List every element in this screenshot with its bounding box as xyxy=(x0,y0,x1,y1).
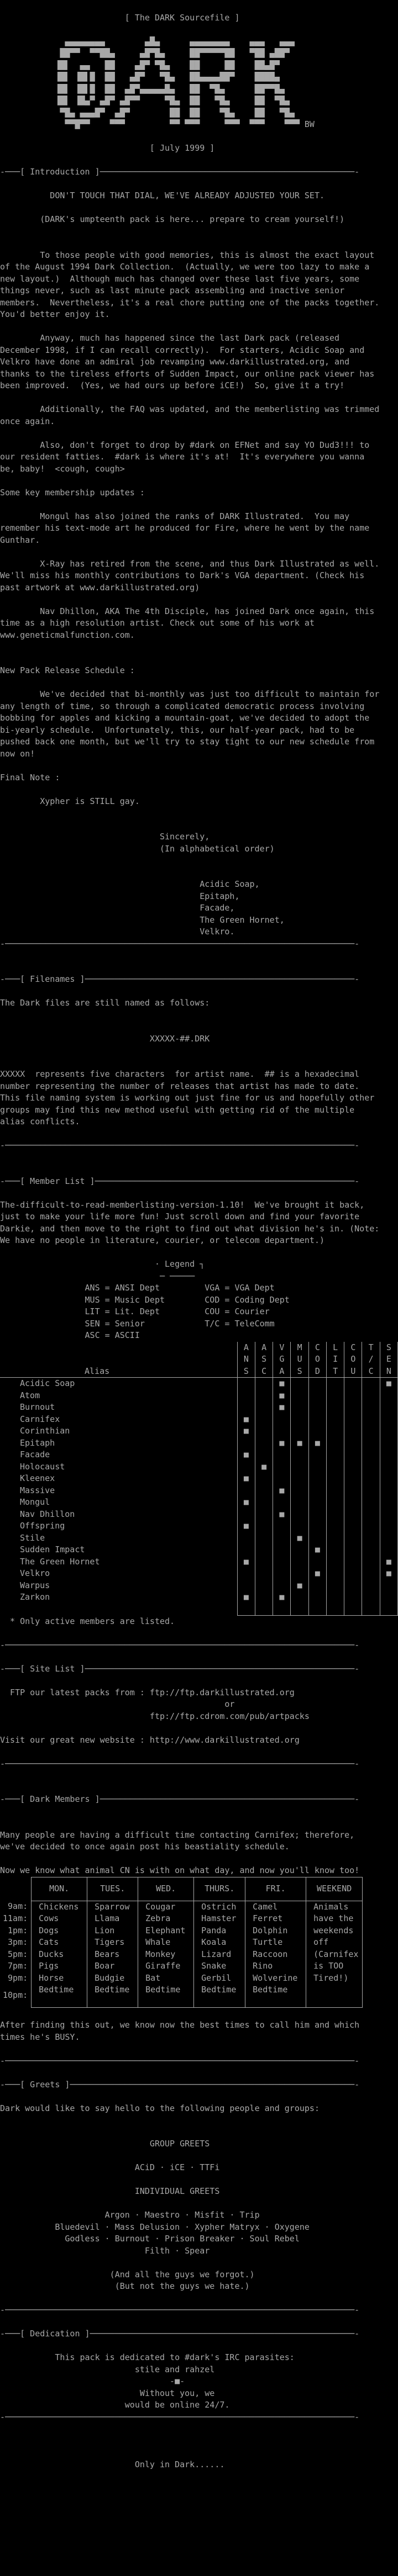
member-dept-mark xyxy=(273,1449,291,1461)
member-dept-mark: ■ xyxy=(273,1401,291,1414)
member-dept-mark xyxy=(255,1449,273,1461)
member-dept-mark xyxy=(255,1568,273,1580)
schedule-cell: Elephant xyxy=(138,1925,194,1937)
member-dept-mark xyxy=(326,1461,344,1473)
member-dept-mark xyxy=(255,1390,273,1402)
schedule-cell: Pigs xyxy=(32,1960,87,1972)
member-dept-mark xyxy=(255,1425,273,1437)
member-dept-mark xyxy=(255,1401,273,1414)
member-dept-mark xyxy=(255,1414,273,1426)
member-dept-mark: ■ xyxy=(237,1425,255,1437)
schedule-cell: Snake xyxy=(194,1960,245,1972)
member-dept-mark xyxy=(380,1425,397,1437)
member-dept-mark xyxy=(362,1437,380,1450)
member-dept-mark xyxy=(255,1580,273,1592)
member-dept-mark: ■ xyxy=(237,1591,255,1615)
member-dept-mark: ■ xyxy=(380,1378,397,1390)
member-row xyxy=(0,1532,398,1544)
member-dept-mark xyxy=(344,1425,362,1437)
schedule-cell: Turtle xyxy=(245,1937,306,1949)
member-dept-mark: ■ xyxy=(237,1556,255,1568)
member-dept-mark xyxy=(344,1485,362,1497)
member-row xyxy=(0,1568,398,1580)
member-dept-mark xyxy=(237,1544,255,1556)
member-dept-mark xyxy=(237,1485,255,1497)
schedule-time-label: 1pm: xyxy=(8,1925,28,1935)
member-dept-mark xyxy=(255,1544,273,1556)
member-row xyxy=(0,1496,398,1509)
member-dept-mark xyxy=(362,1580,380,1592)
member-dept-mark xyxy=(273,1425,291,1437)
member-dept-mark xyxy=(291,1414,308,1426)
member-row xyxy=(0,1401,398,1414)
schedule-time-label: 7pm: xyxy=(8,1961,28,1971)
member-dept-mark xyxy=(326,1591,344,1615)
member-dept-mark: ■ xyxy=(291,1437,308,1450)
member-dept-mark: ■ xyxy=(291,1580,308,1592)
dark-logo: ▄▄▄▄▄▄▄▄ ▄█▄ ▄▄▄▄▄▄▄▄ ▄▄▄ ▄▄▄ ██▀▀ ▀▀██▄ ▄█▀█▄ ██▀▀▀▀▀██ ▀██ ▄██▀ ▐█▌ ▄▄ ██ ▄█▀ ▀█▄ ██ ██ ██▄█▀ ▐█▌ ▐█▌█ ██ ▄█▀ ▀█▄ ██▄▄▄▄██▀ ████▄ ▐█▌ ▐█▌█ ██ ▄█▀▄▄▄▄▄█▄ ██ ▀█▄ ██▀▀█▄ ▐█▌ ▐█▄▀ ▄█▀ ▄█▀▀ ▀█▄ ██ ▀█▄ ██ ▀█▄ ▀█▄ ▄▄▄█▀ ▄█▀ ██ ██ ▀█▄ ██ ▀█▄ ▀▀█▀▀ ▀▀▀ ▀▀ ▀▀▀ ▀▀▀ ▀▀▀ ▀▀▀ BW xyxy=(55,36,315,129)
schedule-cell: Monkey xyxy=(138,1949,194,1961)
member-dept-mark xyxy=(344,1568,362,1580)
member-dept-mark xyxy=(237,1437,255,1450)
member-alias: Warpus xyxy=(20,1580,50,1590)
schedule-time-label: 9pm: xyxy=(8,1972,28,1983)
member-dept-mark xyxy=(291,1496,308,1509)
member-dept-mark xyxy=(362,1591,380,1615)
member-alias: Burnout xyxy=(20,1402,55,1412)
matrix-dept-header: L I T xyxy=(326,1342,344,1378)
schedule-day-header: MON. xyxy=(32,1877,87,1901)
member-alias: Sudden Impact xyxy=(20,1544,85,1554)
member-dept-mark xyxy=(291,1544,308,1556)
member-row xyxy=(0,1580,398,1592)
member-dept-mark xyxy=(362,1520,380,1532)
schedule-cell: Lion xyxy=(87,1925,138,1937)
member-alias: Acidic Soap xyxy=(20,1378,75,1388)
member-dept-mark xyxy=(326,1532,344,1544)
member-dept-mark xyxy=(326,1485,344,1497)
schedule-cell: Lizard xyxy=(194,1949,245,1961)
member-dept-mark xyxy=(291,1485,308,1497)
member-dept-mark xyxy=(344,1461,362,1473)
member-dept-mark xyxy=(380,1591,397,1615)
member-dept-mark xyxy=(308,1520,326,1532)
schedule-cell: Zebra xyxy=(138,1913,194,1925)
schedule-cell: Ostrich xyxy=(194,1901,245,1913)
member-dept-mark xyxy=(326,1378,344,1390)
member-dept-mark xyxy=(308,1580,326,1592)
member-dept-mark xyxy=(255,1496,273,1509)
matrix-dept-header: C O U xyxy=(344,1342,362,1378)
schedule-corner xyxy=(3,1877,32,1901)
matrix-dept-header: A S C xyxy=(255,1342,273,1378)
member-dept-mark xyxy=(308,1401,326,1414)
member-dept-mark: ■ xyxy=(255,1461,273,1473)
member-dept-mark xyxy=(255,1556,273,1568)
member-dept-mark xyxy=(255,1378,273,1390)
member-dept-mark xyxy=(380,1473,397,1485)
member-alias: The Green Hornet xyxy=(20,1556,100,1567)
memberlist-footnote: * Only active members are listed. -──────────────────────────────────────────────────────────────────────- xyxy=(0,1616,360,1650)
member-dept-mark xyxy=(237,1568,255,1580)
member-dept-mark xyxy=(362,1461,380,1473)
member-row xyxy=(0,1544,398,1556)
member-dept-mark xyxy=(273,1414,291,1426)
member-row xyxy=(0,1461,398,1473)
member-dept-mark xyxy=(255,1509,273,1521)
schedule-day-header: WED. xyxy=(138,1877,194,1901)
schedule-cell: Bedtime xyxy=(245,1984,306,2007)
member-alias: Epitaph xyxy=(20,1437,55,1448)
member-dept-mark xyxy=(344,1414,362,1426)
introduction-section: -───[ Introduction ]───────────────────────────────────────────────────- DON'T TOUCH THAT DIAL, WE'VE ALREADY ADJUSTED YOUR SET. (DARK's umpteenth pack is here... prepare to cream yourself!) To those people with good memories, this is almost the exact layout of the August 1994 Dark Collection. (Actually, we were too lazy to make a new layout.) Although much has changed over these last five years, some things never, such as last minute pack assembling and inactive senior members. Nevertheless, it's a real chore putting one of the packs together. You'd better enjoy it. Anyway, much has happened since the last Dark pack (released December 1998, if I can recall correctly). For starters, Acidic Soap and Velkro have done an admiral job revamping www.darkillustrated.org, and thanks to the tireless efforts of Sudden Impact, our online pack viewer has been improved. (Yes, we had ours up before iCE!) So, give it a try! Additionally, the FAQ was updated, and the memberlisting was trimmed once again. Also, don't forget to drop by #dark on EFNet and say YO Dud3!!! to our resident fatties. #dark is where it's at! It's everywhere you wanna be, baby! <cough, cough> Some key membership updates : Mongul has also joined the ranks of DARK Illustrated. You may remember his text-mode art he produced for Fire, where he went by the name Gunthar. X-Ray has retired from the scene, and thus Dark Illustrated as well. We'll miss his monthly contributions to Dark's VGA department. (Check his past artwork at www.darkillustrated.org) Nav Dhillon, AKA The 4th Disciple, has joined Dark once again, this time as a high resolution artist. Check out some of his work at www.geneticmalfunction.com. New Pack Release Schedule : We've decided that bi-monthly was just too difficult to maintain for any length of time, so through a complicated democratic process involving bobbing for apples and kicking a mountain-goat, we've decided to adopt the bi-yearly schedule. Unfortunately, this, our half-year pack, had to be pushed back one month, but we'll try to stay tight to our new schedule from now on! Final Note : Xypher is STILL gay. Sincerely, (In alphabetical order) Acidic Soap, Epitaph, Facade, The Green Hornet, Velkro. xyxy=(0,167,380,937)
schedule-day-header: TUES. xyxy=(87,1877,138,1901)
schedule-cell: Horse xyxy=(32,1972,87,1985)
member-dept-mark: ■ xyxy=(273,1390,291,1402)
member-dept-mark xyxy=(326,1544,344,1556)
member-alias: Corinthian xyxy=(20,1426,70,1436)
matrix-dept-header: S E N xyxy=(380,1342,397,1378)
schedule-cell: Rino xyxy=(245,1960,306,1972)
member-dept-mark: ■ xyxy=(273,1437,291,1450)
member-row xyxy=(0,1485,398,1497)
schedule-row xyxy=(3,1901,363,1913)
member-dept-mark xyxy=(344,1473,362,1485)
member-dept-mark xyxy=(362,1532,380,1544)
member-dept-mark xyxy=(362,1401,380,1414)
matrix-dept-header: T / C xyxy=(362,1342,380,1378)
schedule-cell: Raccoon xyxy=(245,1949,306,1961)
greets-section: -───[ Greets ]─────────────────────────────────────────────────────────- Dark would like to say hello to the following people and groups: GROUP GREETS ACiD · iCE · TTFi INDIVIDUAL GREETS Argon · Maestro · Misfit · Trip Bluedevil · Mass Delusion · Xypher Matryx · Oxygene Godless · Burnout · Prison Breaker · Soul Rebel Filth · Spear (And all the guys we forgot.) (But not the guys we hate.) -──────────────────────────────────────────────────────────────────────- xyxy=(0,2079,360,2315)
member-dept-mark xyxy=(344,1437,362,1450)
schedule-cell: Dolphin xyxy=(245,1925,306,1937)
member-dept-mark xyxy=(326,1556,344,1568)
member-dept-mark xyxy=(308,1532,326,1544)
member-dept-mark xyxy=(380,1437,397,1450)
schedule-cell: Llama xyxy=(87,1913,138,1925)
member-dept-mark xyxy=(380,1580,397,1592)
member-alias: Stile xyxy=(20,1532,45,1543)
member-alias: Mongul xyxy=(20,1497,50,1507)
schedule-day-header: WEEKEND xyxy=(306,1877,363,1901)
member-dept-mark xyxy=(308,1461,326,1473)
member-alias: Nav Dhillon xyxy=(20,1509,75,1519)
member-dept-mark xyxy=(291,1473,308,1485)
member-dept-mark: ■ xyxy=(237,1520,255,1532)
schedule-cell: Gerbil xyxy=(194,1972,245,1985)
member-dept-mark xyxy=(291,1520,308,1532)
member-matrix-table xyxy=(0,1342,398,1616)
member-dept-mark xyxy=(291,1556,308,1568)
member-dept-mark xyxy=(237,1532,255,1544)
member-alias: Massive xyxy=(20,1485,55,1495)
member-dept-mark xyxy=(362,1509,380,1521)
schedule-cell: Bedtime xyxy=(194,1984,245,2007)
schedule-cell: Bedtime xyxy=(32,1984,87,2007)
member-dept-mark: ■ xyxy=(237,1414,255,1426)
schedule-cell: Tigers xyxy=(87,1937,138,1949)
member-dept-mark xyxy=(273,1520,291,1532)
filenames-section: -──────────────────────────────────────────────────────────────────────- -───[ Filenames ]──────────────────────────────────────────────────────- The Dark files are still named as follows: XXXXX-##.DRK XXXXX represents five characters for artist name. ## is a hexadecimal number representing the number of releases that artist has made to date. This file naming system is working out just fine for us and hopefully other groups may find this new method useful with getting rid of the multiple alias conflicts. -──────────────────────────────────────────────────────────────────────- xyxy=(0,938,375,1150)
member-dept-mark xyxy=(291,1401,308,1414)
matrix-dept-header: A N S xyxy=(237,1342,255,1378)
member-alias: Zarkon xyxy=(20,1592,50,1602)
matrix-dept-header: M U S xyxy=(291,1342,308,1378)
schedule-time-label: 3pm: xyxy=(8,1937,28,1947)
member-row xyxy=(0,1520,398,1532)
member-dept-mark xyxy=(291,1568,308,1580)
member-row xyxy=(0,1390,398,1402)
member-row xyxy=(0,1449,398,1461)
schedule-cell: Bedtime xyxy=(138,1984,194,2007)
schedule-cell: Panda xyxy=(194,1925,245,1937)
schedule-day-header: THURS. xyxy=(194,1877,245,1901)
member-dept-mark: ■ xyxy=(273,1591,291,1615)
member-dept-mark: ■ xyxy=(273,1378,291,1390)
member-dept-mark xyxy=(273,1532,291,1544)
member-row xyxy=(0,1414,398,1426)
schedule-time-label: 5pm: xyxy=(8,1949,28,1959)
member-dept-mark xyxy=(344,1449,362,1461)
member-dept-mark xyxy=(344,1532,362,1544)
schedule-time-label: 9am: xyxy=(8,1901,28,1912)
member-dept-mark: ■ xyxy=(273,1509,291,1521)
member-dept-mark: ■ xyxy=(380,1568,397,1580)
member-dept-mark xyxy=(273,1473,291,1485)
member-dept-mark xyxy=(344,1591,362,1615)
member-row xyxy=(0,1591,398,1615)
member-dept-mark xyxy=(308,1496,326,1509)
member-dept-mark xyxy=(326,1425,344,1437)
member-dept-mark xyxy=(308,1449,326,1461)
member-dept-mark xyxy=(380,1520,397,1532)
member-alias: Velkro xyxy=(20,1568,50,1578)
darkmembers-intro: -───[ Dark Members ]───────────────────────────────────────────────────- Many people are having a difficult time contacting Carnifex; therefore, we've decided to once again post his beastiality schedule. Now we know what animal CN is with on what day, and now you'll know too! xyxy=(0,1794,360,1875)
member-dept-mark xyxy=(380,1509,397,1521)
member-dept-mark xyxy=(255,1437,273,1450)
release-date: [ July 1999 ] xyxy=(149,143,215,153)
member-alias: Carnifex xyxy=(20,1414,60,1424)
member-dept-mark xyxy=(344,1378,362,1390)
schedule-cell: Wolverine xyxy=(245,1972,306,1985)
member-dept-mark xyxy=(380,1401,397,1414)
schedule-cell: Ducks xyxy=(32,1949,87,1961)
member-dept-mark xyxy=(362,1496,380,1509)
member-dept-mark xyxy=(237,1390,255,1402)
member-dept-mark xyxy=(362,1378,380,1390)
member-dept-mark xyxy=(362,1544,380,1556)
member-dept-mark xyxy=(308,1556,326,1568)
member-alias: Offspring xyxy=(20,1521,65,1531)
schedule-cell: Sparrow xyxy=(87,1901,138,1913)
member-dept-mark xyxy=(344,1520,362,1532)
member-dept-mark xyxy=(308,1485,326,1497)
member-row xyxy=(0,1425,398,1437)
member-dept-mark xyxy=(362,1425,380,1437)
member-dept-mark xyxy=(344,1496,362,1509)
member-dept-mark xyxy=(237,1580,255,1592)
member-dept-mark xyxy=(326,1414,344,1426)
schedule-day-header: FRI. xyxy=(245,1877,306,1901)
member-row xyxy=(0,1473,398,1485)
schedule-cell: Boar xyxy=(87,1960,138,1972)
member-dept-mark xyxy=(273,1580,291,1592)
member-dept-mark xyxy=(308,1473,326,1485)
member-dept-mark xyxy=(237,1378,255,1390)
member-dept-mark xyxy=(273,1568,291,1580)
member-dept-mark xyxy=(291,1461,308,1473)
member-dept-mark xyxy=(362,1390,380,1402)
schedule-time-label: 10pm: xyxy=(3,1990,28,2001)
member-dept-mark xyxy=(273,1544,291,1556)
member-dept-mark xyxy=(326,1580,344,1592)
member-dept-mark xyxy=(291,1449,308,1461)
member-dept-mark xyxy=(326,1437,344,1450)
member-dept-mark xyxy=(308,1378,326,1390)
member-dept-mark xyxy=(326,1449,344,1461)
member-dept-mark xyxy=(291,1378,308,1390)
schedule-cell: Whale xyxy=(138,1937,194,1949)
member-dept-mark xyxy=(291,1591,308,1615)
member-dept-mark xyxy=(362,1485,380,1497)
member-dept-mark xyxy=(380,1496,397,1509)
schedule-cell: Giraffe xyxy=(138,1960,194,1972)
member-dept-mark: ■ xyxy=(237,1473,255,1485)
member-dept-mark xyxy=(380,1532,397,1544)
member-row xyxy=(0,1509,398,1521)
member-dept-mark xyxy=(255,1485,273,1497)
member-dept-mark xyxy=(255,1532,273,1544)
member-dept-mark xyxy=(344,1544,362,1556)
member-dept-mark xyxy=(326,1568,344,1580)
member-dept-mark xyxy=(308,1414,326,1426)
member-dept-mark xyxy=(326,1401,344,1414)
member-dept-mark xyxy=(362,1473,380,1485)
member-dept-mark xyxy=(326,1520,344,1532)
member-row xyxy=(0,1378,398,1390)
member-dept-mark xyxy=(255,1473,273,1485)
matrix-dept-header: C O D xyxy=(308,1342,326,1378)
member-dept-mark xyxy=(237,1509,255,1521)
member-dept-mark xyxy=(380,1414,397,1426)
member-alias: Facade xyxy=(20,1450,50,1459)
member-dept-mark xyxy=(308,1509,326,1521)
member-dept-mark xyxy=(237,1461,255,1473)
member-dept-mark xyxy=(344,1580,362,1592)
schedule-time-label: 11am: xyxy=(3,1913,28,1923)
member-dept-mark: ■ xyxy=(273,1485,291,1497)
schedule-cell: Cats xyxy=(32,1937,87,1949)
member-dept-mark: ■ xyxy=(308,1568,326,1580)
member-dept-mark xyxy=(308,1591,326,1615)
member-dept-mark xyxy=(362,1414,380,1426)
member-dept-mark xyxy=(326,1390,344,1402)
schedule-cell: Koala xyxy=(194,1937,245,1949)
member-dept-mark xyxy=(380,1544,397,1556)
member-dept-mark xyxy=(308,1425,326,1437)
member-dept-mark xyxy=(291,1509,308,1521)
member-dept-mark: ■ xyxy=(308,1437,326,1450)
member-dept-mark: ■ xyxy=(237,1496,255,1509)
member-dept-mark xyxy=(380,1390,397,1402)
member-dept-mark xyxy=(344,1556,362,1568)
matrix-alias-header: Alias xyxy=(0,1342,237,1378)
member-dept-mark xyxy=(308,1390,326,1402)
member-dept-mark xyxy=(326,1496,344,1509)
member-dept-mark xyxy=(380,1485,397,1497)
schedule-cell: Dogs xyxy=(32,1925,87,1937)
member-dept-mark: ■ xyxy=(237,1449,255,1461)
member-row xyxy=(0,1437,398,1450)
member-dept-mark: ■ xyxy=(308,1544,326,1556)
sitelist-section: -───[ Site List ]──────────────────────────────────────────────────────- FTP our latest packs from : ftp://ftp.darkillustrated.org or ftp://ftp.cdrom.com/pub/artpacks Visit our great new website : http://www.darkillustrated.org -──────────────────────────────────────────────────────────────────────- xyxy=(0,1663,360,1769)
schedule-weekend-cell: Animals have the weekends off (Carnifex is TOO Tired!) xyxy=(306,1901,363,2007)
member-dept-mark xyxy=(291,1390,308,1402)
schedule-cell: Bat xyxy=(138,1972,194,1985)
schedule-cell: Cougar xyxy=(138,1901,194,1913)
dedication-section: -───[ Dedication ]─────────────────────────────────────────────────────- This pack is dedicated to #dark's IRC parasites: stile and rahzel -■- Without you, we would be online 24/7. -──────────────────────────────────────────────────────────────────────- Only in Dark...... xyxy=(0,2329,360,2469)
member-dept-mark xyxy=(344,1390,362,1402)
member-dept-mark xyxy=(255,1591,273,1615)
member-dept-mark xyxy=(344,1401,362,1414)
schedule-cell: Budgie xyxy=(87,1972,138,1985)
page-title: [ The DARK Sourcefile ] xyxy=(124,12,240,23)
schedule-cell: Camel xyxy=(245,1901,306,1913)
member-alias: Kleenex xyxy=(20,1473,55,1483)
schedule-cell: Ferret xyxy=(245,1913,306,1925)
member-dept-mark xyxy=(237,1401,255,1414)
member-dept-mark xyxy=(362,1556,380,1568)
matrix-dept-header: V G A xyxy=(273,1342,291,1378)
member-dept-mark xyxy=(273,1556,291,1568)
member-dept-mark: ■ xyxy=(291,1532,308,1544)
schedule-cell: Cows xyxy=(32,1913,87,1925)
schedule-cell: Bears xyxy=(87,1949,138,1961)
memberlist-intro: -───[ Member List ]────────────────────────────────────────────────────- The-difficult-to-read-memberlisting-version-1.10! We've brought it back, just to make your life more fun! Just scroll down and find your favorite Darkie, and then move to the right to find out what division he's in. (Note: We have no people in literature, courier, or telecom department.) · Legend ┐ ─ ───── ANS = ANSI Dept VGA = VGA Dept MUS = Music Dept COD = Coding Dept LIT = Lit. Dept COU = Courier SEN = Senior T/C = TeleComm ASC = ASCII xyxy=(0,1176,380,1340)
member-dept-mark xyxy=(255,1520,273,1532)
member-dept-mark xyxy=(380,1449,397,1461)
member-dept-mark xyxy=(362,1449,380,1461)
member-dept-mark xyxy=(273,1461,291,1473)
darkmembers-outro: After finding this out, we know now the best times to call him and which times he's BUSY. -──────────────────────────────────────────────────────────────────────- xyxy=(0,2020,360,2066)
member-dept-mark xyxy=(380,1461,397,1473)
member-dept-mark xyxy=(344,1509,362,1521)
schedule-table xyxy=(3,1877,363,2008)
member-dept-mark xyxy=(326,1473,344,1485)
member-dept-mark xyxy=(326,1509,344,1521)
member-dept-mark xyxy=(362,1568,380,1580)
member-alias: Atom xyxy=(20,1390,40,1400)
schedule-cell: Hamster xyxy=(194,1913,245,1925)
member-dept-mark: ■ xyxy=(380,1556,397,1568)
schedule-cell: Chickens xyxy=(32,1901,87,1913)
member-dept-mark xyxy=(273,1496,291,1509)
schedule-cell: Bedtime xyxy=(87,1984,138,2007)
member-dept-mark xyxy=(291,1425,308,1437)
member-alias: Holocaust xyxy=(20,1461,65,1472)
member-row xyxy=(0,1556,398,1568)
